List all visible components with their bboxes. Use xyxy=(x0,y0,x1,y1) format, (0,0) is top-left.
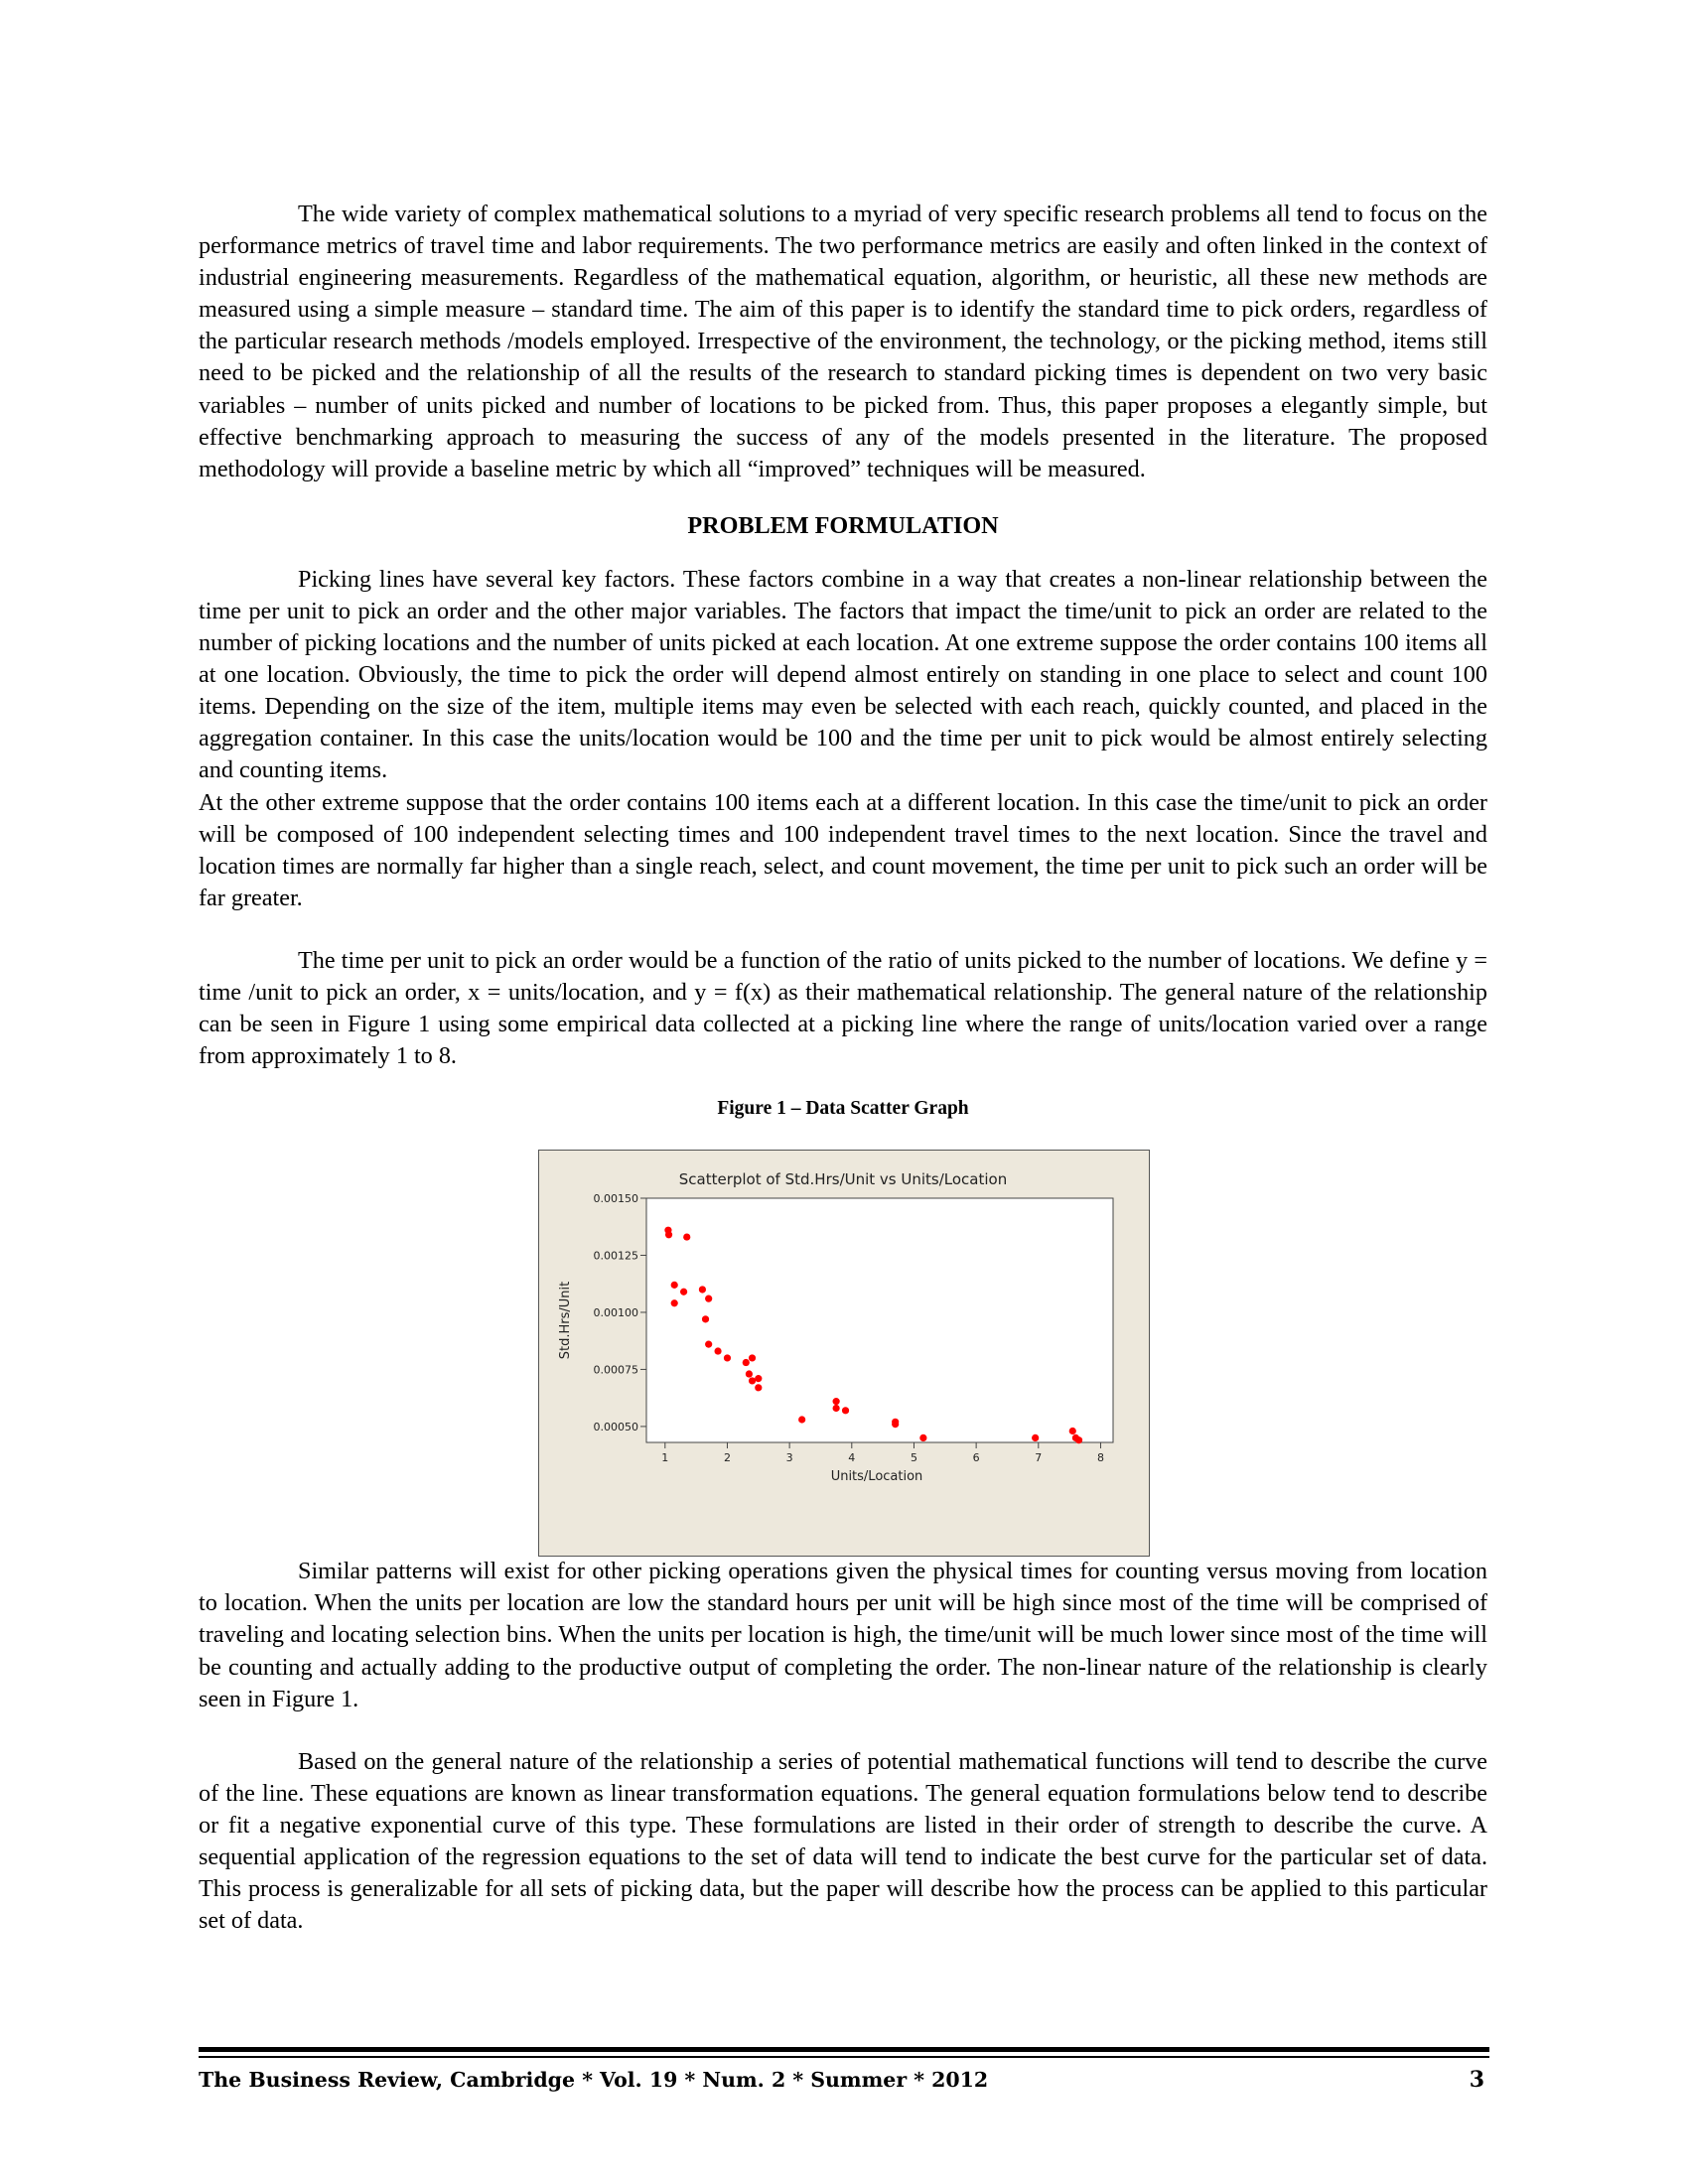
data-point xyxy=(705,1341,712,1348)
y-tick-label: 0.00150 xyxy=(593,1192,638,1205)
data-point xyxy=(1075,1436,1082,1443)
data-point xyxy=(798,1416,805,1423)
paragraph-relationship: Based on the general nature of the relationship a series of potential mathematical functions will tend to describe the curve of the line. These equations are known as linear transformation equations. The general equation formulations below tend to describe or fit a negative exponential curve of this type. These formulations are listed in their order of strength to describe the curve. A sequential application of the regression equations to the set of data will tend to indicate the best curve for the particular set of data. This process is generalizable for all sets of picking data, but the paper will describe how the process can be applied to this particular set of data. xyxy=(199,1747,1487,1935)
paragraph-patterns: Similar patterns will exist for other picking operations given the physical times for counting versus moving from location to location. When the units per location are low the standard hours per unit will be high since most of the time will be comprised of traveling and locating selection bins. When the units per location is high, the time/unit will be much lower since most of the time will be counting and actually adding to the productive output of completing the order. The non-linear nature of the relationship is clearly seen in Figure 1. xyxy=(199,1558,1487,1712)
y-axis xyxy=(594,1192,647,1433)
data-point xyxy=(671,1299,678,1306)
data-point xyxy=(833,1405,840,1412)
data-point xyxy=(749,1354,756,1361)
y-tick-label: 0.00075 xyxy=(593,1363,638,1377)
data-point xyxy=(755,1375,762,1382)
paragraph-intro: The wide variety of complex mathematical solutions to a myriad of very specific research problems all tend to focus on the performance metrics of travel time and labor requirements. The two performance metrics are easily and often linked in the context of industrial engineering measurements. Regardless of the mathematical equation, algorithm, or heuristic, all these new methods are measured using a simple measure – standard time. The aim of this paper is to identify the standard time to pick orders, regardless of the particular research methods /models employed. Irrespective of the environment, the technology, or the picking method, items still need to be picked and the relationship of all the results of the research to standard picking times is dependent on two very basic variables – number of units picked and number of locations to be picked from. Thus, this paper proposes a elegantly simple, but effective benchmarking approach to measuring the success of any of the models presented in the literature. The proposed methodology will provide a baseline metric by which all “improved” techniques will be measured. xyxy=(199,201,1487,482)
scatter-figure xyxy=(538,1150,1150,1557)
footer-rule-thick xyxy=(199,2047,1489,2052)
data-point xyxy=(699,1286,706,1293)
plot-area xyxy=(646,1198,1113,1442)
x-tick-label: 8 xyxy=(1096,1451,1104,1464)
y-tick-label: 0.00125 xyxy=(593,1249,638,1263)
data-point xyxy=(665,1231,672,1238)
x-tick-label: 4 xyxy=(848,1451,856,1464)
data-point xyxy=(842,1407,849,1414)
article-body xyxy=(199,199,1487,1937)
y-axis-label: Std.Hrs/Unit xyxy=(558,1281,573,1360)
data-point xyxy=(683,1233,690,1240)
paragraph-other-extreme: At the other extreme suppose that the order contains 100 items each at a different location. In this case the time/unit to pick an order will be composed of 100 independent selecting times and 100 independent travel times to the next location. Since the travel and location times are normally far higher than a single reach, select, and count movement, the time per unit to pick such an order will be far greater. xyxy=(199,788,1487,911)
x-tick-label: 2 xyxy=(723,1451,731,1464)
x-tick-label: 6 xyxy=(972,1451,980,1464)
x-tick-label: 3 xyxy=(785,1451,793,1464)
data-point xyxy=(1032,1434,1039,1441)
data-point xyxy=(833,1398,840,1405)
paragraph-factors: Picking lines have several key factors. These factors combine in a way that creates a non-linear relationship between the time per unit to pick an order and the other major variables. The factors that impact the time/unit to pick an order are related to the number of picking locations and the number of units picked at each location. At one extreme suppose the order contains 100 items all at one location. Obviously, the time to pick the order will depend almost entirely on standing in one place to select and count 100 items. Depending on the size of the item, multiple items may even be selected with each reach, quickly counted, and placed in the aggregation container. In this case the units/location would be 100 and the time per unit to pick would be almost entirely selecting and counting items. xyxy=(199,565,1487,784)
data-point xyxy=(680,1289,687,1296)
x-axis-label: Units/Location xyxy=(830,1469,923,1484)
x-axis xyxy=(661,1442,1104,1464)
data-point xyxy=(749,1377,756,1384)
data-point xyxy=(714,1347,721,1354)
y-tick-label: 0.00100 xyxy=(593,1305,638,1319)
figure-caption: Figure 1 – Data Scatter Graph xyxy=(717,1098,969,1120)
scatter-chart xyxy=(539,1151,1148,1555)
data-point xyxy=(705,1296,712,1302)
footer-rule-thin xyxy=(199,2056,1489,2058)
data-point xyxy=(671,1282,678,1289)
data-point xyxy=(919,1434,926,1441)
y-tick-label: 0.00050 xyxy=(593,1420,638,1433)
data-point xyxy=(702,1315,709,1322)
data-point xyxy=(746,1370,753,1377)
x-tick-label: 7 xyxy=(1035,1451,1043,1464)
x-tick-label: 1 xyxy=(661,1451,669,1464)
data-point xyxy=(892,1421,899,1428)
data-point xyxy=(1069,1428,1076,1434)
section-heading: PROBLEM FORMULATION xyxy=(687,511,999,539)
data-point xyxy=(743,1359,750,1366)
page-number: 3 xyxy=(1469,2067,1484,2093)
chart-title: Scatterplot of Std.Hrs/Unit vs Units/Location xyxy=(678,1170,1008,1188)
x-tick-label: 5 xyxy=(910,1451,917,1464)
paragraph-definition: The time per unit to pick an order would be a function of the ratio of units picked to the number of locations. We define y = time /unit to pick an order, x = units/location, and y = f(x) as their mathematical relationship. The general nature of the relationship can be seen in Figure 1 using some empirical data collected at a picking line where the range of units/location varied over a range from approximately 1 to 8. xyxy=(199,946,1487,1070)
footer-journal: The Business Review, Cambridge * Vol. 19 * Num. 2 * Summer * 2012 xyxy=(199,2068,989,2092)
data-point xyxy=(755,1384,762,1391)
data-point xyxy=(724,1354,731,1361)
